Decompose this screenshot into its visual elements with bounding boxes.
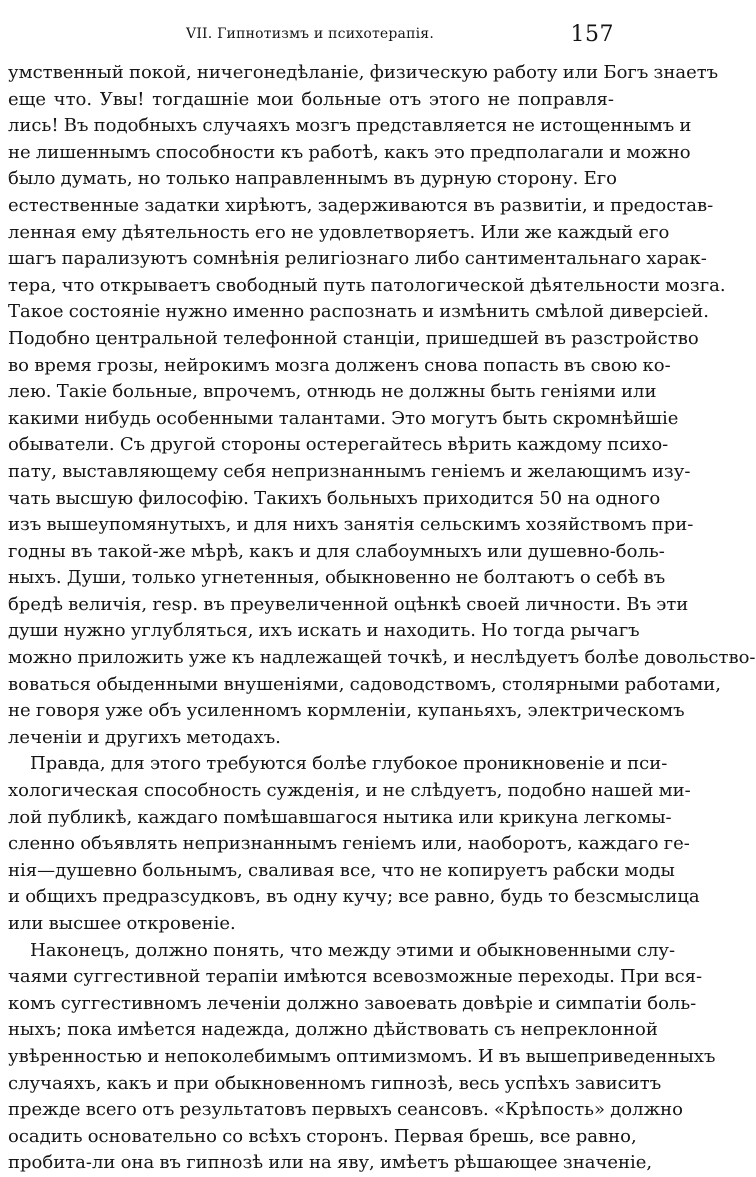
page-header (0, 22, 620, 50)
text-line: сленно объявлять непризнаннымъ геніемъ или, наоборотъ, каждаго ге- (8, 833, 690, 855)
text-line: обыватели. Съ другой стороны остерегайтесь вѣрить каждому психо- (8, 434, 669, 456)
text-line: хологическая способность сужденія, и не слѣдуетъ, подобно нашей ми- (8, 780, 691, 802)
text-line: пробита-ли она въ гипнозѣ или на яву, имѣетъ рѣшающее значеніе, (8, 1152, 653, 1174)
page-number: 157 (570, 22, 614, 47)
text-line: нія—душевно больнымъ, сваливая все, что не копируетъ рабски моды (8, 859, 675, 881)
running-head: VII. Гипнотизмъ и психотерапія. (186, 26, 434, 42)
text-line: бредѣ величія, resp. въ преувеличенной оцѣнкѣ своей личности. Въ эти (8, 593, 689, 615)
text-line: не лишеннымъ способности къ работѣ, какъ это предполагали и можно (8, 141, 691, 163)
text-line: тера, что открываетъ свободный путь патологической дѣятельности мозга. (8, 274, 726, 296)
text-line: лею. Такіе больные, впрочемъ, отнюдь не должны быть геніями или (8, 381, 657, 403)
text-line: чать высшую философію. Такихъ больныхъ приходится 50 на одного (8, 487, 661, 509)
text-line: лись! Въ подобныхъ случаяхъ мозгъ представляется не истощеннымъ и (8, 115, 692, 137)
text-line: комъ суггестивномъ леченіи должно завоевать довѣріе и симпатіи боль- (8, 992, 697, 1014)
text-line: и общихъ предразсудковъ, въ одну кучу; все равно, будь то безсмыслица (8, 886, 700, 908)
text-line: прежде всего отъ результатовъ первыхъ сеансовъ. «Крѣпость» должно (8, 1099, 683, 1121)
text-line: изъ вышеупомянутыхъ, и для нихъ занятія сельскимъ хозяйствомъ при- (8, 514, 694, 536)
text-line: воваться обыденными внушеніями, садоводствомъ, столярными работами, (8, 673, 721, 695)
text-line: можно приложить уже къ надлежащей точкѣ, и неслѣдуетъ болѣе довольство- (8, 647, 756, 669)
text-line: Наконецъ, должно понять, что между этими и обыкновенными слу- (30, 939, 676, 961)
text-line: Такое состояніе нужно именно распознать и измѣнить смѣлой диверсіей. (8, 301, 709, 323)
text-line: какими нибудь особенными талантами. Это могутъ быть скромнѣйшіе (8, 407, 679, 429)
text-line: было думать, но только направленнымъ въ дурную сторону. Его (8, 168, 618, 190)
text-line: ныхъ; пока имѣется надежда, должно дѣйствовать съ непреклонной (8, 1019, 658, 1041)
text-line: ленная ему дѣятельность его не удовлетворяетъ. Или же каждый его (8, 221, 670, 243)
text-line: души нужно углубляться, ихъ искать и находить. Но тогда рычагъ (8, 620, 640, 642)
text-line: во время грозы, нейрокимъ мозга долженъ снова попасть въ свою ко- (8, 354, 671, 376)
text-line: пату, выставляющему себя непризнаннымъ геніемъ и желающимъ изу- (8, 460, 691, 482)
text-line: шагъ парализуютъ сомнѣнія религіознаго либо сантиментальнаго харак- (8, 248, 707, 270)
text-line: годны въ такой-же мѣрѣ, какъ и для слабоумныхъ или душевно-боль- (8, 540, 665, 562)
text-line: еще что. Увы! тогдашніе мои больные отъ этого не поправля- (8, 88, 614, 110)
text-line: умственный покой, ничегонедѣланіе, физическую работу или Богъ знаетъ (8, 62, 719, 83)
text-line: чаями суггестивной терапіи имѣются всевозможные переходы. При вся- (8, 966, 703, 988)
text-line: или высшее откровеніе. (8, 913, 236, 934)
text-line: увѣренностью и непоколебимымъ оптимизмомъ. И въ вышеприведенныхъ (8, 1045, 716, 1067)
text-line: лой публикѣ, каждаго помѣшавшагося нытика или крикуна легкомы- (8, 806, 672, 828)
text-line: Правда, для этого требуются болѣе глубокое проникновеніе и пси- (30, 753, 668, 775)
text-line: естественные задатки хирѣютъ, задерживаются въ развитіи, и предостав- (8, 194, 714, 216)
text-line: Подобно центральной телефонной станціи, пришедшей въ разстройство (8, 327, 699, 349)
text-line: леченіи и другихъ методахъ. (8, 726, 281, 748)
text-line: случаяхъ, какъ и при обыкновенномъ гипнозѣ, весь успѣхъ зависитъ (8, 1072, 662, 1094)
text-line: ныхъ. Души, только угнетенныя, обыкновенно не болтаютъ о себѣ въ (8, 567, 666, 589)
text-line: осадить основательно со всѣхъ сторонъ. Первая брешь, все равно, (8, 1125, 637, 1147)
text-line: не говоря уже объ усиленномъ кормленіи, купаньяхъ, электрическомъ (8, 700, 685, 722)
page-body-text (8, 60, 756, 1177)
